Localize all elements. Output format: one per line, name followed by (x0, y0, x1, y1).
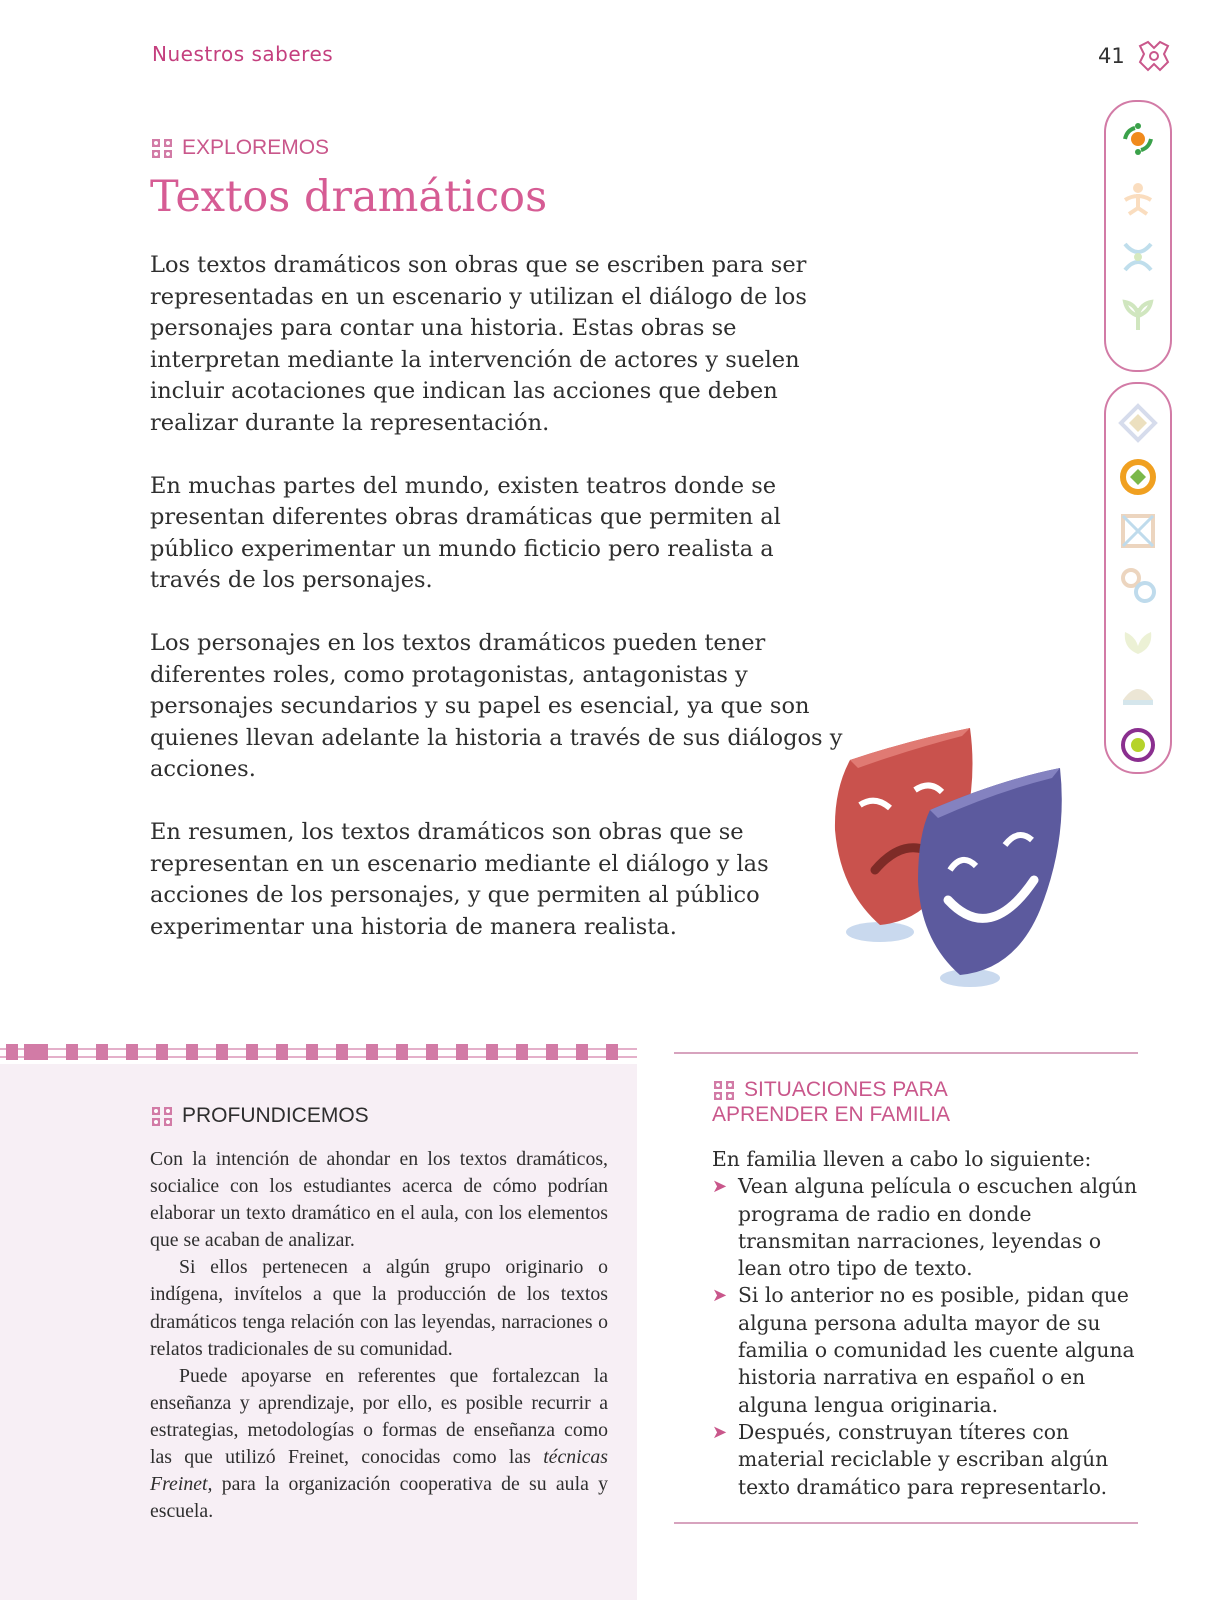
family-label-line2: APRENDER EN FAMILIA (712, 1103, 951, 1126)
axis-icon-figure (1117, 178, 1159, 220)
axis-icon-plant (1117, 294, 1159, 336)
field-icon-cross (1117, 510, 1159, 552)
list-item (712, 1282, 1142, 1418)
explore-paragraph: En muchas partes del mundo, existen teatros donde se presentan diferentes obras dramáticas que permiten al público experimentar un mundo ficticio pero realista a través de los personajes. (150, 472, 781, 593)
deepen-paragraph: Con la intención de ahondar en los textos dramáticos, socialice con los estudiantes acerca de cómo podrían elaborar un texto dramático en el aula, con los elementos que se acaban de analizar. (150, 1148, 608, 1252)
freinet-techniques-term: técnicas Freinet, (150, 1446, 608, 1496)
family-top-divider (674, 1052, 1138, 1054)
page-number: 41 (1098, 44, 1125, 68)
running-title: Nuestros saberes (152, 42, 334, 66)
field-icon-diamond (1117, 402, 1159, 444)
family-section-label (712, 1078, 950, 1127)
section-glyph-icon (150, 1104, 176, 1128)
field-icon-active (1117, 456, 1159, 498)
decorative-border (0, 1040, 637, 1064)
field-icon-selected (1117, 724, 1159, 766)
sidebar-axes-group (1104, 100, 1172, 372)
explore-paragraph: Los personajes en los textos dramáticos pueden tener diferentes roles, como protagonistas, antagonistas y personajes secundarios y su papel es esencial, ya que son quienes llevan adelante la historia a través de sus diálogos y acciones. (150, 630, 843, 782)
list-item-text: Después, construyan títeres con material reciclable y escriban algún texto dramático para representarlo. (738, 1419, 1109, 1499)
bullet-arrow-icon: ➤ (712, 1421, 728, 1443)
field-icon-lotus (1117, 618, 1159, 660)
field-icon-dome (1117, 672, 1159, 714)
deepen-body (150, 1146, 608, 1525)
explore-label-text: EXPLOREMOS (182, 136, 330, 159)
deepen-p3-end: para la organización cooperativa de su aula y escuela. (150, 1473, 608, 1523)
explore-paragraph: Los textos dramáticos son obras que se escriben para ser representadas en un escenario y utilizan el diálogo de los personajes para contar una historia. Estas obras se interpretan mediante la intervención de actores y suelen incluir acotaciones que indican las acciones que deben realizar durante la representación. (150, 252, 807, 436)
axis-icon-active (1117, 118, 1159, 160)
explore-body (150, 250, 850, 975)
page-title: Textos dramáticos (150, 172, 548, 222)
deepen-label-text: PROFUNDICEMOS (182, 1104, 369, 1127)
explore-paragraph: En resumen, los textos dramáticos son obras que se representan en un escenario mediante el diálogo y las acciones de los personajes, y que permiten al público experimentar una historia de manera realista. (150, 819, 769, 940)
deepen-p3-text: Puede apoyarse en referentes que fortalezcan la enseñanza y aprendizaje, por ello, es posible recurrir a estrategias, metodologías o formas de enseñanza como las que utilizó Freinet, conocidas como las (150, 1364, 608, 1469)
theater-masks-illustration (820, 720, 1080, 1000)
family-label-line1: SITUACIONES PARA (744, 1078, 948, 1101)
list-item-text: Vean alguna película o escuchen algún programa de radio en donde transmitan narraciones, leyendas o lean otro tipo de texto. (738, 1174, 1138, 1281)
axis-icon-connections (1117, 236, 1159, 278)
family-bottom-divider (674, 1522, 1138, 1524)
explore-section-label (150, 136, 329, 160)
bullet-arrow-icon: ➤ (712, 1176, 728, 1198)
family-intro: En familia lleven a cabo lo siguiente: (712, 1147, 1092, 1171)
list-item-text: Si lo anterior no es posible, pidan que alguna persona adulta mayor de su familia o comunidad les cuente alguna historia narrativa en español o en alguna lengua originaria. (738, 1283, 1135, 1417)
field-icon-rings (1117, 564, 1159, 606)
family-activity-list (712, 1173, 1142, 1501)
page-ornament-icon (1136, 38, 1172, 74)
section-glyph-icon (150, 136, 176, 160)
sidebar-fields-group (1104, 382, 1172, 774)
bullet-arrow-icon: ➤ (712, 1285, 728, 1307)
list-item (712, 1173, 1142, 1282)
list-item (712, 1419, 1142, 1501)
section-glyph-icon (712, 1078, 738, 1102)
deepen-paragraph-freinet (150, 1363, 608, 1526)
deepen-section-label (150, 1104, 369, 1128)
deepen-paragraph: Si ellos pertenecen a algún grupo originario o indígena, invítelos a que la producción de los textos dramáticos tenga relación con las leyendas, narraciones o relatos tradicionales de su comunidad. (150, 1256, 608, 1360)
family-body (712, 1146, 1142, 1501)
